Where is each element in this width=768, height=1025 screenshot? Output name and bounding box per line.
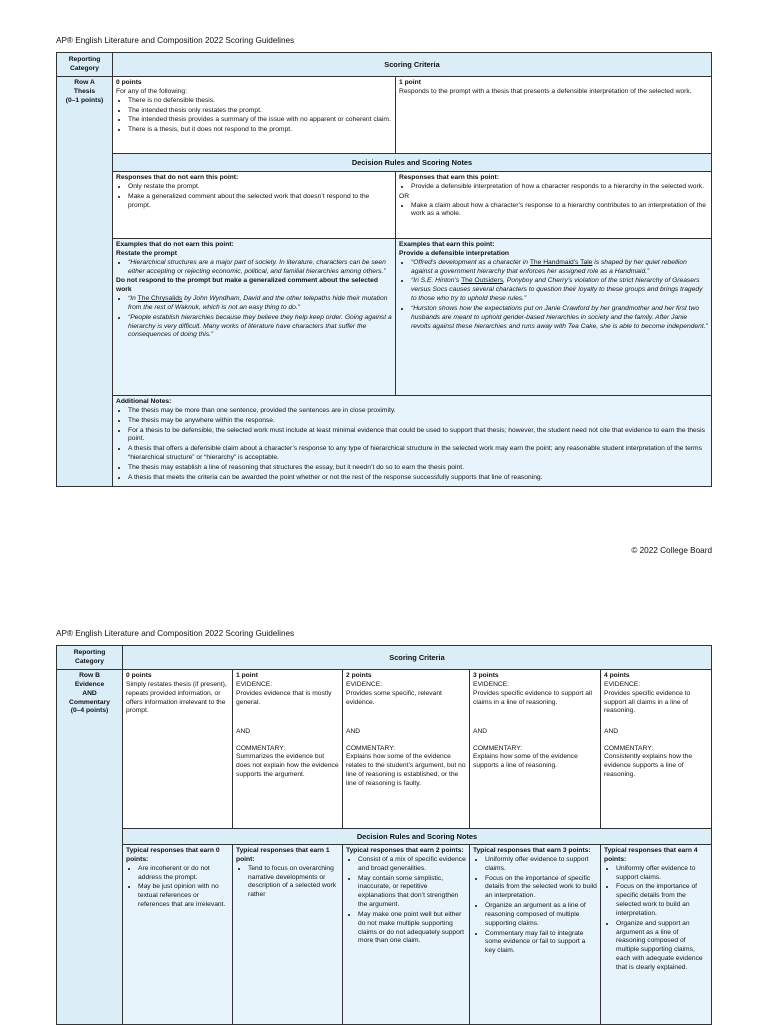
list-item: • Tend to focus on overarching narrative developments or description of a selected work rather bbox=[248, 865, 339, 900]
typical-list bbox=[236, 865, 339, 900]
level-evidence-label: EVIDENCE: bbox=[604, 680, 641, 688]
list-item: • “Hierarchical structures are a major part of society. In literature, characters can be seen either accepting or rejecting economic, political, and familial hierarchies among others.” bbox=[128, 259, 392, 277]
list-item: • May make one point well but either do not make multiple supporting claims or do not adequately support more than one claim. bbox=[358, 911, 466, 946]
typical-3-cell bbox=[470, 845, 601, 1025]
list-item: • Are incoherent or do not address the prompt. bbox=[138, 865, 229, 883]
typical-list bbox=[346, 856, 466, 946]
list-item: • A thesis that offers a defensible claim about a character’s response to any type of hierarchical structure in the selected work may earn the point; any reasonable student interpretation of the terms “hierarchical structure” or “hierarchy” is acceptable. bbox=[128, 445, 708, 463]
level-evidence: Provides specific evidence to support all claims in a line of reasoning. bbox=[604, 689, 691, 715]
page-header-2: AP® English Literature and Composition 2022 Scoring Guidelines bbox=[56, 629, 295, 638]
quote-part: “In bbox=[128, 295, 138, 303]
level-commentary: Consistently explains how the evidence supports a line of reasoning. bbox=[604, 753, 693, 779]
examples-no-earn-list2 bbox=[116, 295, 392, 340]
list-item: • Uniformly offer evidence to support claims. bbox=[616, 865, 708, 883]
earn-title: Responses that earn this point: bbox=[399, 174, 499, 181]
list-item bbox=[411, 259, 708, 277]
level-title: 3 points bbox=[473, 672, 499, 679]
examples-earn-title: Examples that earn this point: bbox=[399, 241, 495, 248]
typical-title: Typical responses that earn 4 points: bbox=[604, 847, 698, 863]
examples-earn-sub: Provide a defensible interpretation bbox=[399, 249, 509, 257]
row-a-points: (0–1 points) bbox=[65, 96, 104, 104]
list-item: • The thesis may be more than one sentence, provided the sentences are in close proximity. bbox=[128, 407, 708, 416]
list-item: • There is no defensible thesis. bbox=[128, 97, 392, 106]
list-item: • May be just opinion with no textual references or references that are irrelevant. bbox=[138, 883, 229, 910]
level-and: AND bbox=[236, 727, 251, 735]
level-commentary-label: COMMENTARY: bbox=[236, 744, 286, 752]
reporting-category-header: Reporting Category bbox=[57, 53, 113, 77]
additional-notes-title: Additional Notes: bbox=[116, 398, 172, 405]
list-item: • Organize and support an argument as a line of reasoning composed of multiple supporting claims, each with adequate evidence that is clearly explained. bbox=[616, 920, 708, 973]
level-title: 0 points bbox=[126, 672, 152, 679]
thesis-0-points-title: 0 points bbox=[116, 79, 142, 86]
thesis-0-points-list bbox=[116, 97, 392, 135]
page-header: AP® English Literature and Composition 2022 Scoring Guidelines bbox=[56, 36, 295, 45]
level-1-cell bbox=[233, 670, 343, 829]
list-item: • For a thesis to be defensible, the selected work must include at least minimal evidence that could be used to support that thesis; however, the student need not cite that evidence to earn the thesis point. bbox=[128, 427, 708, 445]
typical-list bbox=[604, 865, 708, 973]
typical-title: Typical responses that earn 0 points: bbox=[126, 847, 220, 863]
examples-earn-cell bbox=[396, 239, 712, 396]
level-evidence-label: EVIDENCE: bbox=[346, 680, 383, 688]
examples-no-earn-list1 bbox=[116, 259, 392, 277]
thesis-1-point-text: Responds to the prompt with a thesis that presents a defensible interpretation of the selected work. bbox=[399, 87, 692, 95]
quote-part: , Ponyboy and Cherry’s violation of the strict hierarchy of Greasers versus Socs causes several characters to question their loyalty to these groups and brings tragedy to those who try to uphold these rules.” bbox=[411, 277, 703, 303]
typical-title: Typical responses that earn 3 points: bbox=[473, 847, 591, 854]
level-and: AND bbox=[604, 727, 619, 735]
level-evidence: Provides some specific, relevant evidence. bbox=[346, 689, 442, 706]
list-item: • The thesis may establish a line of reasoning that structures the essay, but it needn’t do so to earn the thesis point. bbox=[128, 464, 708, 473]
list-item: • Focus on the importance of specific details from the selected work to build an interpretation. bbox=[485, 875, 597, 902]
level-and: AND bbox=[473, 727, 488, 735]
examples-no-earn-cell bbox=[113, 239, 396, 396]
level-commentary-label: COMMENTARY: bbox=[604, 744, 654, 752]
list-item bbox=[411, 277, 708, 304]
examples-no-earn-title: Examples that do not earn this point: bbox=[116, 241, 234, 248]
list-item: • Organize an argument as a line of reasoning composed of multiple supporting claims. bbox=[485, 902, 597, 929]
typical-4-cell bbox=[601, 845, 712, 1025]
level-4-cell bbox=[601, 670, 712, 829]
list-item: • Provide a defensible interpretation of how a character responds to a hierarchy in the selected work. bbox=[411, 183, 708, 192]
decision-rules-header-b: Decision Rules and Scoring Notes bbox=[123, 829, 712, 845]
list-item: • Uniformly offer evidence to support claims. bbox=[485, 856, 597, 874]
work-title: The Chrysalids bbox=[137, 295, 183, 303]
row-b-points: (0–4 points) bbox=[70, 707, 109, 715]
list-item: • Consist of a mix of specific evidence and broad generalities. bbox=[358, 856, 466, 874]
decision-rules-header: Decision Rules and Scoring Notes bbox=[113, 154, 712, 172]
page-footer: © 2022 College Board bbox=[631, 546, 712, 555]
level-commentary: Summarizes the evidence but does not explain how the evidence supports the argument. bbox=[236, 753, 339, 779]
work-title: The Handmaid’s Tale bbox=[529, 258, 593, 266]
quote-part: is shaped by her quiet rebellion against a government hierarchy that enforces her assigned role as a Handmaid.” bbox=[411, 258, 687, 275]
level-evidence: Provides specific evidence to support all claims in a line of reasoning. bbox=[473, 689, 592, 706]
additional-notes-list bbox=[116, 407, 708, 483]
typical-list bbox=[126, 865, 229, 910]
level-and: AND bbox=[346, 727, 361, 735]
row-b-name2: Commentary bbox=[69, 698, 110, 706]
examples-earn-list bbox=[399, 259, 708, 332]
typical-2-cell bbox=[343, 845, 470, 1025]
earn-list-2 bbox=[399, 202, 708, 220]
level-3-cell bbox=[470, 670, 601, 829]
evidence-commentary-table bbox=[56, 645, 712, 1025]
additional-notes-cell bbox=[113, 396, 712, 487]
level-evidence: Provides evidence that is mostly general. bbox=[236, 689, 332, 706]
list-item: • A thesis that meets the criteria can be awarded the point whether or not the rest of the response successfully supports that line of reasoning. bbox=[128, 474, 708, 483]
reporting-category-header-b: Reporting Category bbox=[57, 646, 123, 670]
earn-cell bbox=[396, 172, 712, 239]
list-item: • Commentary may fail to integrate some evidence or fail to support a key claim. bbox=[485, 930, 597, 957]
list-item: • There is a thesis, but it does not respond to the prompt. bbox=[128, 126, 392, 135]
level-title: 2 points bbox=[346, 672, 372, 679]
thesis-1-point-cell bbox=[396, 77, 712, 154]
typical-list bbox=[473, 856, 597, 956]
row-a-name: Thesis bbox=[73, 87, 96, 95]
typical-title: Typical responses that earn 1 point: bbox=[236, 847, 330, 863]
list-item: • The thesis may be anywhere within the response. bbox=[128, 417, 708, 426]
thesis-scoring-table bbox=[56, 52, 712, 487]
thesis-0-points-cell bbox=[113, 77, 396, 154]
list-item: • Make a generalized comment about the selected work that doesn’t respond to the prompt. bbox=[128, 193, 392, 211]
list-item: • Make a claim about how a character’s response to a hierarchy contributes to an interpretation of the work as a whole. bbox=[411, 202, 708, 220]
level-commentary-label: COMMENTARY: bbox=[473, 744, 523, 752]
earn-or: OR bbox=[399, 192, 410, 200]
no-earn-title: Responses that do not earn this point: bbox=[116, 174, 239, 181]
scoring-criteria-header: Scoring Criteria bbox=[113, 53, 712, 77]
level-evidence-label: EVIDENCE: bbox=[236, 680, 273, 688]
row-b-id: Row B bbox=[79, 672, 100, 679]
level-commentary: Explains how some of the evidence relates to the student’s argument, but no line of reasoning is established, or the line of reasoning is faulty. bbox=[346, 753, 466, 787]
earn-list-1 bbox=[399, 183, 708, 192]
typical-0-cell bbox=[123, 845, 233, 1025]
thesis-0-points-intro: For any of the following: bbox=[116, 87, 187, 95]
no-earn-cell bbox=[113, 172, 396, 239]
scoring-criteria-header-b: Scoring Criteria bbox=[123, 646, 712, 670]
level-0-cell bbox=[123, 670, 233, 829]
level-commentary-label: COMMENTARY: bbox=[346, 744, 396, 752]
row-b-label bbox=[57, 670, 123, 1025]
list-item bbox=[128, 295, 392, 313]
typical-title: Typical responses that earn 2 points: bbox=[346, 847, 464, 854]
row-a-label bbox=[57, 77, 113, 487]
typical-1-cell bbox=[233, 845, 343, 1025]
list-item: • Only restate the prompt. bbox=[128, 183, 392, 192]
work-title: The Outsiders bbox=[461, 277, 504, 285]
examples-no-earn-sub2: Do not respond to the prompt but make a generalized comment about the selected work bbox=[116, 277, 378, 294]
list-item: • The intended thesis provides a summary of the issue with no apparent or coherent claim. bbox=[128, 116, 392, 125]
list-item: • The intended thesis only restates the prompt. bbox=[128, 107, 392, 116]
level-title: 4 points bbox=[604, 672, 630, 679]
row-b-and: AND bbox=[82, 689, 97, 697]
no-earn-list bbox=[116, 183, 392, 211]
quote-part: by John Wyndham, David and the other telepaths hide their mutation from the rest of Waknuk, which is not an easy thing to do.” bbox=[128, 295, 388, 311]
level-commentary: Explains how some of the evidence supports a line of reasoning. bbox=[473, 753, 578, 770]
quote-part: “In S.E. Hinton’s bbox=[411, 277, 462, 285]
list-item: • “Hurston shows how the expectations put on Janie Crawford by her grandmother and her first two husbands are meant to uphold gender-based hierarchies in society and the family. After Janie revolts against these hierarchies and runs away with Tea Cake, she is able to become independent.” bbox=[411, 305, 708, 332]
row-a-id: Row A bbox=[74, 79, 95, 86]
list-item: • May contain some simplistic, inaccurate, or repetitive explanations that don’t strengthen the argument. bbox=[358, 875, 466, 910]
level-2-cell bbox=[343, 670, 470, 829]
quote-part: “Offred’s development as a character in bbox=[411, 258, 530, 266]
level-evidence: Simply restates thesis (if present), repeats provided information, or offers information irrelevant to the prompt. bbox=[126, 680, 227, 715]
list-item: • “People establish hierarchies because they believe they help keep order. Going against a hierarchy is very difficult. Many works of literature have characters that suffer the consequences of doing this.” bbox=[128, 314, 392, 341]
row-b-name1: Evidence bbox=[74, 680, 105, 688]
list-item: • Focus on the importance of specific details from the selected work to build an interpretation. bbox=[616, 883, 708, 918]
level-title: 1 point bbox=[236, 672, 258, 679]
thesis-1-point-title: 1 point bbox=[399, 79, 421, 86]
level-evidence-label: EVIDENCE: bbox=[473, 680, 510, 688]
examples-no-earn-sub1: Restate the prompt bbox=[116, 249, 177, 257]
